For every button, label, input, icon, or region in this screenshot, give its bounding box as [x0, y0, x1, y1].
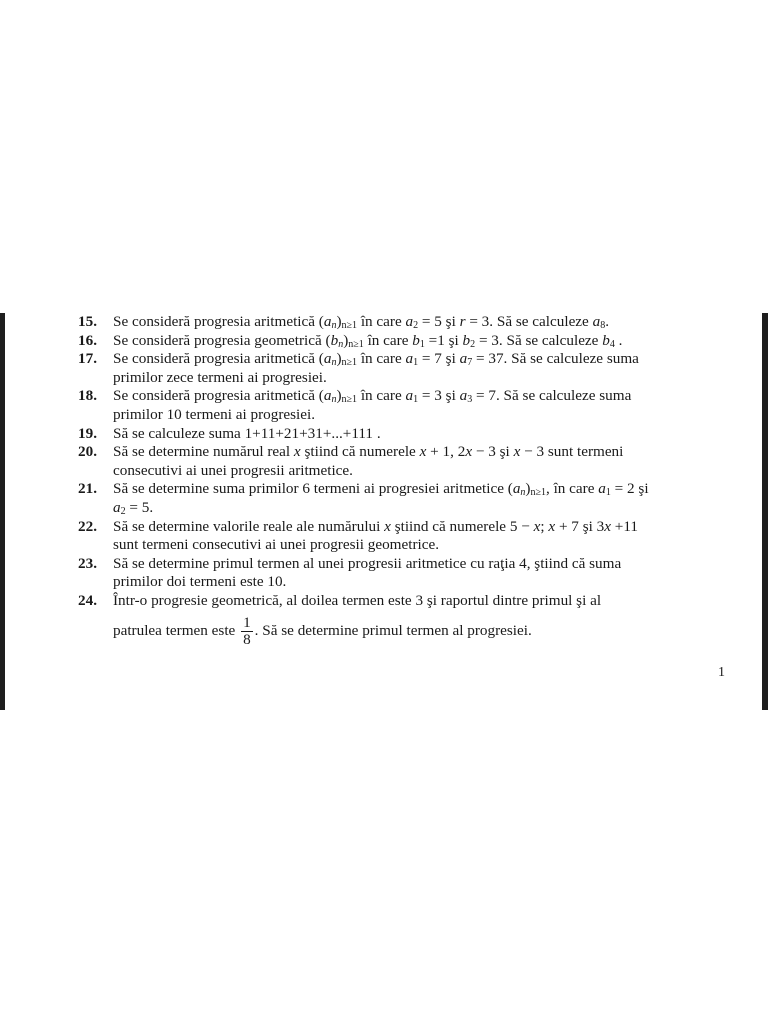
- problem-text: patrulea termen este $\frac{1}{8}$ . Să se determine primul termen al progresiei.: [113, 613, 532, 648]
- problem-text: Să se determine suma primilor 6 termeni ai progresiei aritmetice $(a_n)_{n\ge 1}$, în care $a_1 = 2$ şi $a_2 = 5$.: [113, 480, 649, 517]
- problem-number: 17.: [78, 350, 97, 368]
- problem-17: [78, 350, 730, 387]
- problem-23: [78, 555, 730, 592]
- problem-text: Se consideră progresia aritmetică $(a_n)_{n\ge 1}$ în care $a_1 = 7$ şi $a_7 = 37$. Să se calculeze suma primilor zece termeni ai progresiei.: [113, 350, 639, 386]
- problem-text: Să se calculeze suma 1+11+21+31+...+111 .: [113, 424, 381, 442]
- problem-18: [78, 387, 730, 424]
- problem-21: [78, 480, 730, 517]
- problem-number: 23.: [78, 554, 97, 572]
- problem-text: Să se determine primul termen al unei progresii aritmetice cu raţia 4, ştiind că suma primilor doi termeni este 10.: [113, 554, 622, 591]
- problem-number: 20.: [78, 443, 97, 461]
- problem-22: [78, 518, 730, 555]
- problem-list: [78, 313, 730, 648]
- problem-20: [78, 443, 730, 480]
- problem-number: 15.: [78, 313, 97, 330]
- problem-16: [78, 332, 730, 351]
- problem-text: Se consideră progresia aritmetică $(a_n)_{n\ge 1}$ în care $a_2 = 5$ şi r = 3. Să se calculeze $a_8$.: [113, 313, 609, 331]
- right-border: [762, 313, 768, 710]
- left-border: [0, 313, 5, 710]
- problem-24: [78, 592, 730, 611]
- problem-15: [78, 313, 730, 332]
- problem-number: 19.: [78, 424, 97, 442]
- problem-text: Se consideră progresia aritmetică $(a_n)_{n\ge 1}$ în care $a_1 = 3$ şi $a_3 = 7$. Să se calculeze suma primilor 10 termeni ai progresiei.: [113, 387, 632, 423]
- problem-text: Să se determine valorile reale ale numărului x ştiind că numerele 5 − x; x + 7 şi 3x +11 sunt termeni consecutivi ai unei progresii geometrice.: [113, 517, 638, 554]
- problem-number: 16.: [78, 331, 97, 349]
- problem-number: 21.: [78, 480, 97, 498]
- problem-number: 24.: [78, 591, 97, 609]
- problem-19: [78, 425, 730, 444]
- problem-number: 18.: [78, 387, 97, 405]
- problem-number: 22.: [78, 517, 97, 535]
- problem-24-line2: [78, 615, 730, 648]
- problem-text: Se consideră progresia geometrică $(b_n)_{n\ge 1}$ în care $b_1 =1$ şi $b_2 = 3$. Să se calculeze $b_4$ .: [113, 331, 623, 350]
- problem-text: Într-o progresie geometrică, al doilea termen este 3 şi raportul dintre primul şi al: [113, 591, 602, 609]
- page-number: 1: [718, 665, 725, 680]
- problem-text: Să se determine numărul real x ştiind că numerele x + 1, 2x − 3 şi x − 3 sunt termeni consecutivi ai unei progresii aritmetice.: [113, 443, 624, 479]
- fraction: $\frac{1}{8}$: [243, 613, 251, 648]
